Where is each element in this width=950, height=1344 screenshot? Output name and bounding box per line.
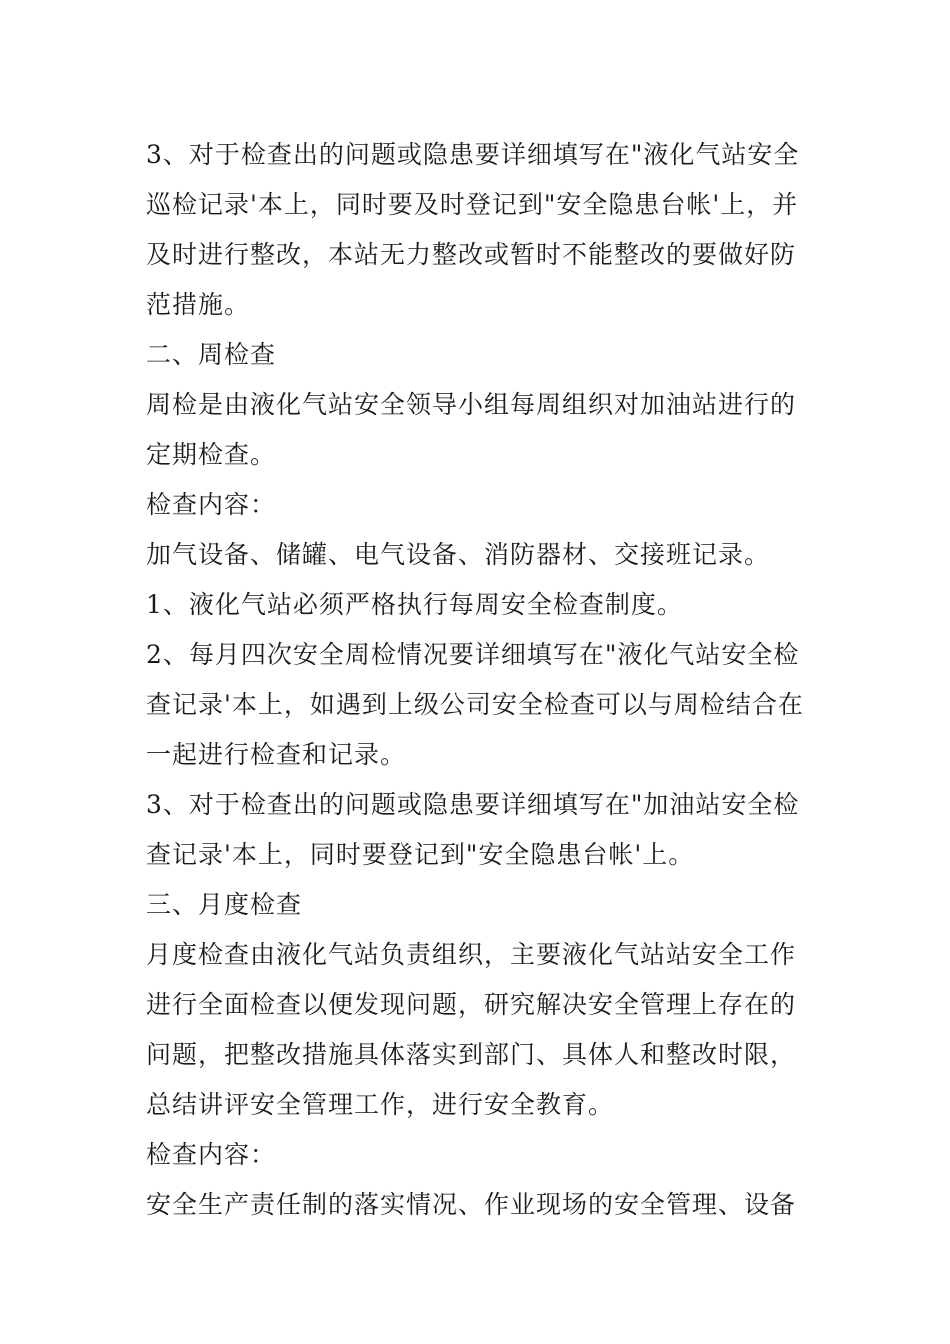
text-line: 安全生产责任制的落实情况、作业现场的安全管理、设备 [146, 1190, 797, 1219]
text-line: 月度检查由液化气站负责组织，主要液化气站站安全工作 [146, 940, 797, 969]
text-line: 查记录'本上，同时要登记到"安全隐患台帐'上。 [146, 840, 695, 869]
text-line: 查记录'本上，如遇到上级公司安全检查可以与周检结合在 [146, 690, 804, 719]
text-line: 一起进行检查和记录。 [146, 740, 407, 769]
section-heading: 二、周检查 [146, 340, 277, 369]
text-line: 周检是由液化气站安全领导小组每周组织对加油站进行的 [146, 390, 797, 419]
subheading: 检查内容： [146, 1140, 277, 1169]
text-line: 定期检查。 [146, 440, 277, 469]
text-line: 巡检记录'本上，同时要及时登记到"安全隐患台帐'上，并 [146, 190, 799, 219]
text-line: 问题，把整改措施具体落实到部门、具体人和整改时限， [146, 1040, 797, 1069]
text-line: 总结讲评安全管理工作，进行安全教育。 [146, 1090, 615, 1119]
section-heading: 三、月度检查 [146, 890, 303, 919]
list-item: 1、液化气站必须严格执行每周安全检查制度。 [146, 590, 683, 619]
list-item: 3、对于检查出的问题或隐患要详细填写在"加油站安全检 [146, 790, 800, 819]
text-line: 进行全面检查以便发现问题，研究解决安全管理上存在的 [146, 990, 797, 1019]
list-item: 2、每月四次安全周检情况要详细填写在"液化气站安全检 [146, 640, 800, 669]
text-line: 范措施。 [146, 290, 251, 319]
document-body [146, 130, 816, 1230]
text-line: 及时进行整改，本站无力整改或暂时不能整改的要做好防 [146, 240, 797, 269]
subheading: 检查内容： [146, 490, 277, 519]
text-line: 3、对于检查出的问题或隐患要详细填写在"液化气站安全 [146, 140, 800, 169]
text-line: 加气设备、储罐、电气设备、消防器材、交接班记录。 [146, 540, 771, 569]
